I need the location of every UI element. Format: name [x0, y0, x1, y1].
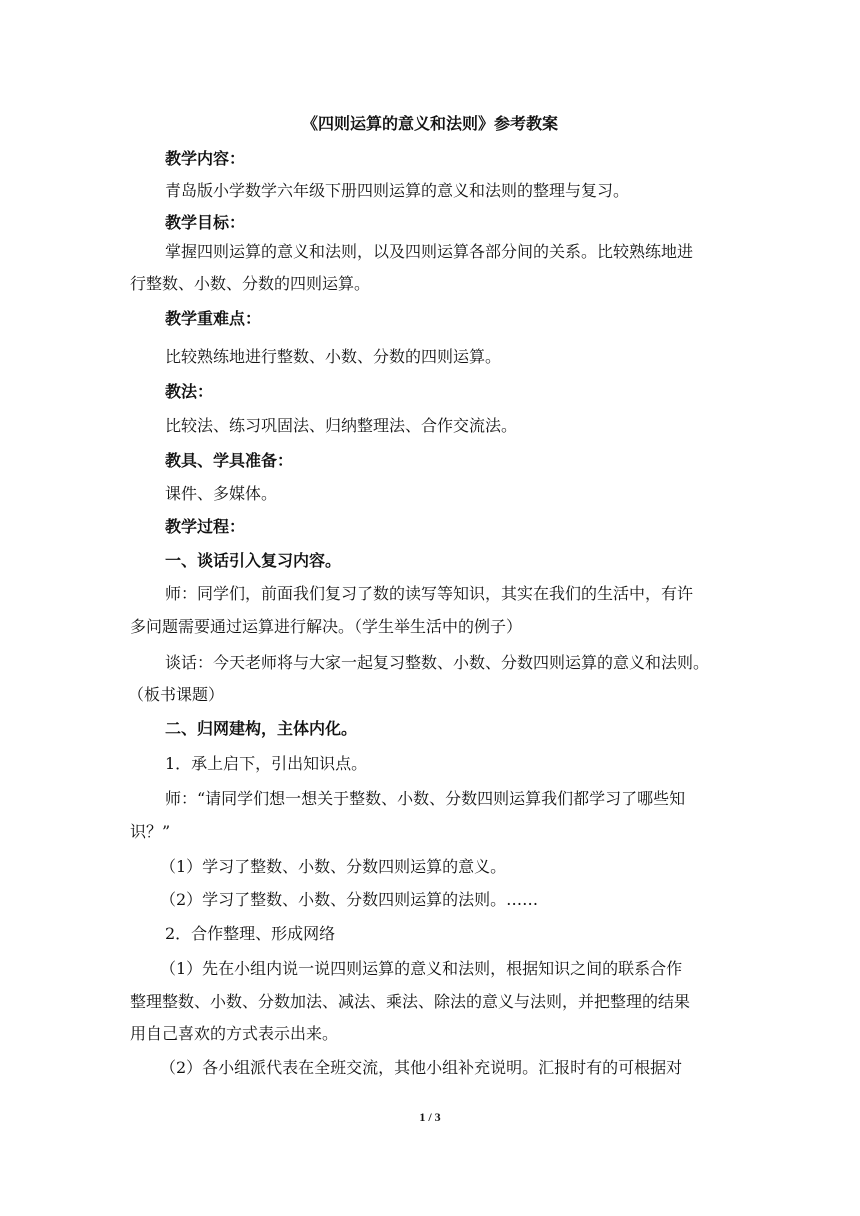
- paragraph: 师：“请同学们想一想关于整数、小数、分数四则运算我们都学习了哪些知: [165, 789, 686, 808]
- paragraph: 多问题需要通过运算进行解决。（学生举生活中的例子）: [130, 617, 523, 636]
- paragraph: 行整数、小数、分数的四则运算。: [130, 274, 371, 293]
- heading-key-points: 教学重难点：: [165, 309, 262, 328]
- page-number: 1 / 3: [419, 1110, 441, 1124]
- paragraph: 课件、多媒体。: [165, 484, 278, 503]
- heading-part-2: 二、归网建构，主体内化。: [165, 719, 358, 738]
- paragraph: 谈话：今天老师将与大家一起复习整数、小数、分数四则运算的意义和法则。: [165, 653, 710, 672]
- paragraph: （1）先在小组内说一说四则运算的意义和法则，根据知识之间的联系合作: [160, 959, 683, 978]
- heading-content: 教学内容：: [165, 149, 246, 168]
- paragraph: 掌握四则运算的意义和法则，以及四则运算各部分间的关系。比较熟练地进: [165, 242, 694, 261]
- paragraph: （2）各小组派代表在全班交流，其他小组补充说明。汇报时有的可根据对: [160, 1058, 683, 1077]
- list-item: （2）学习了整数、小数、分数四则运算的法则。……: [160, 890, 539, 909]
- paragraph: （板书课题）: [128, 685, 225, 704]
- heading-tools: 教具、学具准备：: [165, 451, 294, 470]
- paragraph: 比较法、练习巩固法、归纳整理法、合作交流法。: [165, 416, 518, 435]
- heading-process: 教学过程：: [165, 517, 246, 536]
- paragraph: 师：同学们，前面我们复习了数的读写等知识，其实在我们的生活中，有许: [165, 584, 694, 603]
- paragraph: 青岛版小学数学六年级下册四则运算的意义和法则的整理与复习。: [165, 181, 630, 200]
- heading-goal: 教学目标：: [165, 213, 246, 232]
- document-title: 《四则运算的意义和法则》参考教案: [301, 114, 558, 133]
- heading-method: 教法：: [165, 382, 214, 401]
- paragraph: 2．合作整理、形成网络: [165, 924, 336, 943]
- list-item: （1）学习了整数、小数、分数四则运算的意义。: [160, 857, 507, 876]
- heading-part-1: 一、谈话引入复习内容。: [165, 551, 342, 570]
- paragraph: 识？”: [130, 822, 171, 841]
- paragraph: 比较熟练地进行整数、小数、分数的四则运算。: [165, 347, 502, 366]
- paragraph: 1．承上启下，引出知识点。: [165, 754, 368, 773]
- paragraph: 用自己喜欢的方式表示出来。: [130, 1024, 339, 1043]
- paragraph: 整理整数、小数、分数加法、减法、乘法、除法的意义与法则，并把整理的结果: [130, 992, 691, 1011]
